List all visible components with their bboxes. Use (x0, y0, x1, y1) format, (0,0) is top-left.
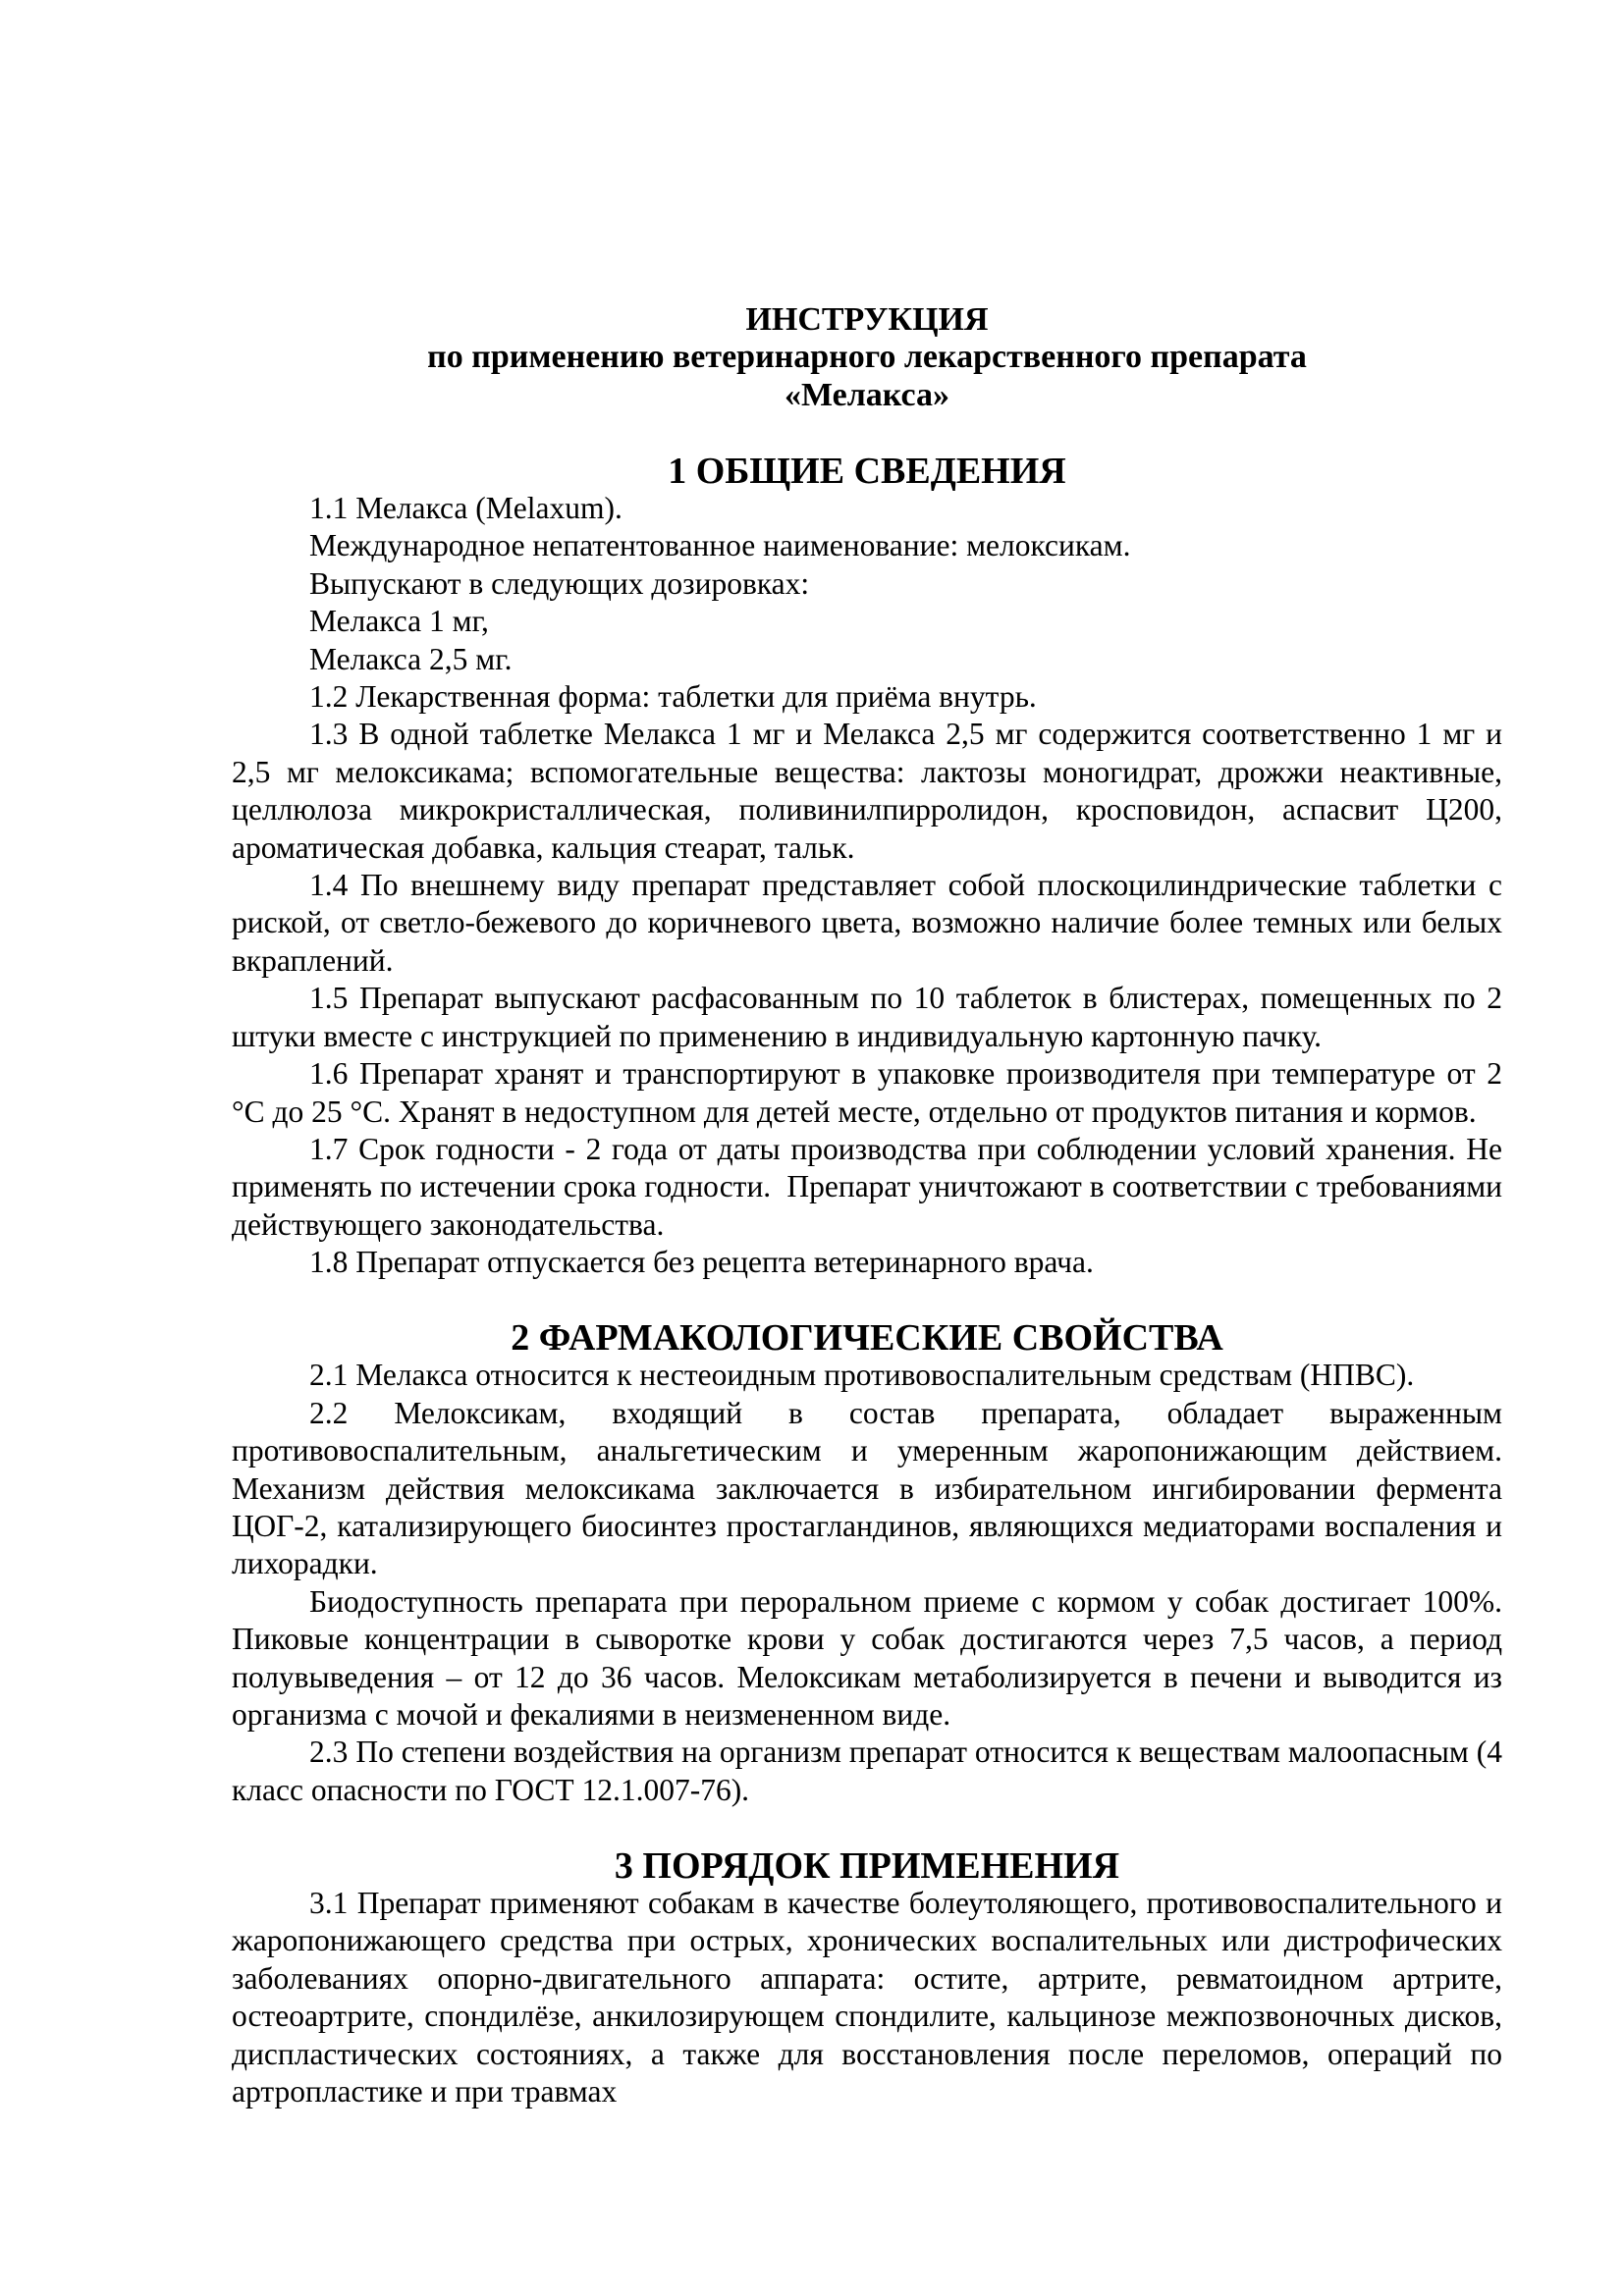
paragraph: Мелакса 1 мг, (309, 604, 489, 639)
blank-line (232, 1282, 1502, 1319)
paragraph: 1.5 Препарат выпускают расфасованным по 10 таблеток в блистерах, помещенных по 2 штуки вместе с инструкцией по применению в индивидуальную картонную пачку. (232, 981, 1502, 1053)
section-heading-general-information: 1 ОБЩИЕ СВЕДЕНИЯ (668, 450, 1066, 492)
section-general-information (232, 414, 1502, 1281)
document-content (232, 301, 1502, 2110)
blank-line (232, 414, 1502, 452)
paragraph: 1.7 Срок годности - 2 года от даты производства при соблюдении условий хранения. Не применять по истечении срока годности. Препарат уничтожают в соответствии с требованиями действующего законодательства. (232, 1131, 1502, 1242)
section-administration-procedure (232, 1809, 1502, 2110)
paragraph: 2.2 Мелоксикам, входящий в состав препарата, обладает выраженным противовоспалительным, анальгетическим и умеренным жаропонижающим действием. Механизм действия мелоксикама заключается в избирательном ингибировании фермента ЦОГ-2, катализирующего биосинтез простагландинов, являющихся медиаторами воспаления и лихорадки. (232, 1395, 1502, 1581)
paragraph: 1.2 Лекарственная форма: таблетки для приёма внутрь. (309, 679, 1037, 715)
document-title-line-1: ИНСТРУКЦИЯ (745, 301, 989, 338)
paragraph: 1.1 Мелакса (Melaxum). (309, 491, 623, 526)
document-title-line-3: «Мелакса» (784, 376, 950, 413)
section-paragraphs (232, 1885, 1502, 2110)
document-title (232, 301, 1502, 414)
paragraph: 1.8 Препарат отпускается без рецепта ветеринарного врача. (309, 1245, 1094, 1280)
paragraph: Международное непатентованное наименование: мелоксикам. (309, 528, 1131, 563)
section-heading-administration-procedure: 3 ПОРЯДОК ПРИМЕНЕНИЯ (614, 1844, 1120, 1887)
paragraph: 1.4 По внешнему виду препарат представляет собой плоскоцилиндрические таблетки с риской, от светло-бежевого до коричневого цвета, возможно наличие более темных или белых вкраплений. (232, 868, 1502, 978)
section-heading-pharmacological-properties: 2 ФАРМАКОЛОГИЧЕСКИЕ СВОЙСТВА (511, 1316, 1223, 1359)
paragraph: 2.1 Мелакса относится к нестеоидным противовоспалительным средствам (НПВС). (309, 1358, 1415, 1393)
paragraph: Выпускают в следующих дозировках: (309, 565, 810, 601)
paragraph: 2.3 По степени воздействия на организм препарат относится к веществам малоопасным (4 класс опасности по ГОСТ 12.1.007-76). (232, 1735, 1502, 1807)
paragraph: 1.6 Препарат хранят и транспортируют в упаковке производителя при температуре от 2 °С до 25 °С. Хранят в недоступном для детей месте, отдельно от продуктов питания и кормов. (232, 1056, 1502, 1129)
paragraph: 3.1 Препарат применяют собакам в качестве болеутоляющего, противовоспалительного и жаропонижающего средства при острых, хронических воспалительных или дистрофических заболеваниях опорно-двигательного аппарата: остите, артрите, ревматоидном артрите, остеоартрите, спондилёзе, анкилозирующем спондилите, кальцинозе межпозвоночных дисков, диспластических состояниях, а также для восстановления после переломов, операций по артропластике и при травмах (232, 1886, 1502, 2109)
paragraph: Биодоступность препарата при пероральном приеме с кормом у собак достигает 100%. Пиковые концентрации в сыворотке крови у собак достигаются через 7,5 часов, а период полувыведения – от 12 до 36 часов. Мелоксикам метаболизируется в печени и выводится из организма с мочой и фекалиями в неизмененном виде. (232, 1583, 1502, 1732)
blank-line (232, 1809, 1502, 1846)
document-title-line-2: по применению ветеринарного лекарственного препарата (427, 339, 1307, 376)
section-paragraphs (232, 490, 1502, 1282)
section-pharmacological-properties (232, 1282, 1502, 1810)
paragraph: 1.3 В одной таблетке Мелакса 1 мг и Мелакса 2,5 мг содержится соответственно 1 мг и 2,5 мг мелоксикама; вспомогательные вещества: лактозы моногидрат, дрожжи неактивные, целлюлоза микрокристаллическая, поливинилпирролидон, кросповидон, аспасвит Ц200, ароматическая добавка, кальция стеарат, тальк. (232, 717, 1502, 865)
paragraph: Мелакса 2,5 мг. (309, 641, 513, 676)
section-paragraphs (232, 1357, 1502, 1809)
